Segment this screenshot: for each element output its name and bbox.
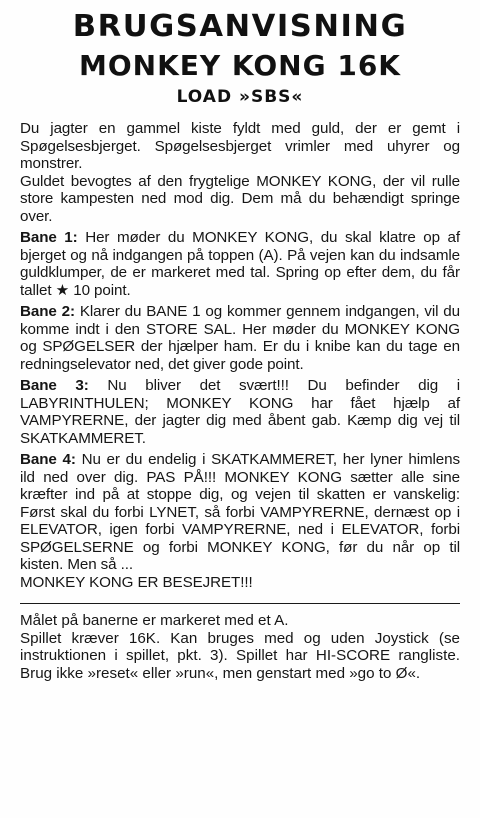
level-description: Nu er du endelig i SKATKAMMERET, her lyner himlens ild ned over dig. PAS PÅ!!! MONKEY KONG sætter alle sine kræfter ind på at stoppe dig, og vejen til skatten er vanskelig: Først skal du forbi LYNET, så forbi VAMPYRERNE, dernæst op i ELEVATOR, igen forbi VAMPYRERNE, ned i ELEVATOR, forbi SPØGELSERNE og forbi MONKEY KONG, før du når op til kisten. Men så ... (20, 451, 460, 573)
level-label: Bane 2: (20, 303, 75, 320)
document-title: BRUGSANVISNING (72, 9, 408, 44)
level-description: Her møder du MONKEY KONG, du skal klatre op af bjerget og nå indgangen på toppen (A). På vejen kan du indsamle guldklumper, de er markeret med tal. Spring op efter dem, du får tallet ★ 10 point. (20, 229, 460, 299)
level-label: Bane 1: (20, 229, 78, 246)
level-description: Klarer du BANE 1 og kommer gennem indgangen, vil du komme indt i den STORE SAL. Her møder du MONKEY KONG og SPØGELSER der hjælper ham. Er du i knibe kan du tage en redningselevator ned, det giver gode point. (20, 303, 460, 373)
closing-line: MONKEY KONG ER BESEJRET!!! (20, 573, 253, 591)
level-label: Bane 3: (20, 377, 89, 394)
footer-note: Spillet kræver 16K. Kan bruges med og uden Joystick (se instruktionen i spillet, pkt. 3). Spillet har HI-SCORE rangliste. Brug ikke »reset« eller »run«, men genstart med »go to Ø«. (20, 629, 460, 682)
instructions-body (20, 120, 460, 591)
level-description: Nu bliver det svært!!! Du befinder dig i LABYRINTHULEN; MONKEY KONG har fået hjælp af VAMPYRERNE, der jagter dig med åbent gab. Kæmp dig vej til SKATKAMMERET. (20, 377, 460, 447)
intro-paragraph: Guldet bevogtes af den frygtelige MONKEY KONG, der vil rulle store kampesten ned mod dig. Dem må du behændigt springe over. (20, 172, 460, 225)
level-2-paragraph (20, 303, 460, 373)
divider (20, 603, 460, 604)
load-command: LOAD »SBS« (176, 87, 304, 107)
level-label: Bane 4: (20, 451, 76, 468)
level-3-paragraph (20, 377, 460, 447)
level-1-paragraph (20, 229, 460, 299)
intro-paragraph: Du jagter en gammel kiste fyldt med guld, der er gemt i Spøgelsesbjerget. Spøgelsesbjerget vrimler med uhyrer og monstrer. (20, 120, 460, 172)
level-4-paragraph (20, 451, 460, 574)
footer-note: Målet på banerne er markeret med et A. (20, 612, 289, 629)
game-title: MONKEY KONG 16K (78, 49, 401, 82)
